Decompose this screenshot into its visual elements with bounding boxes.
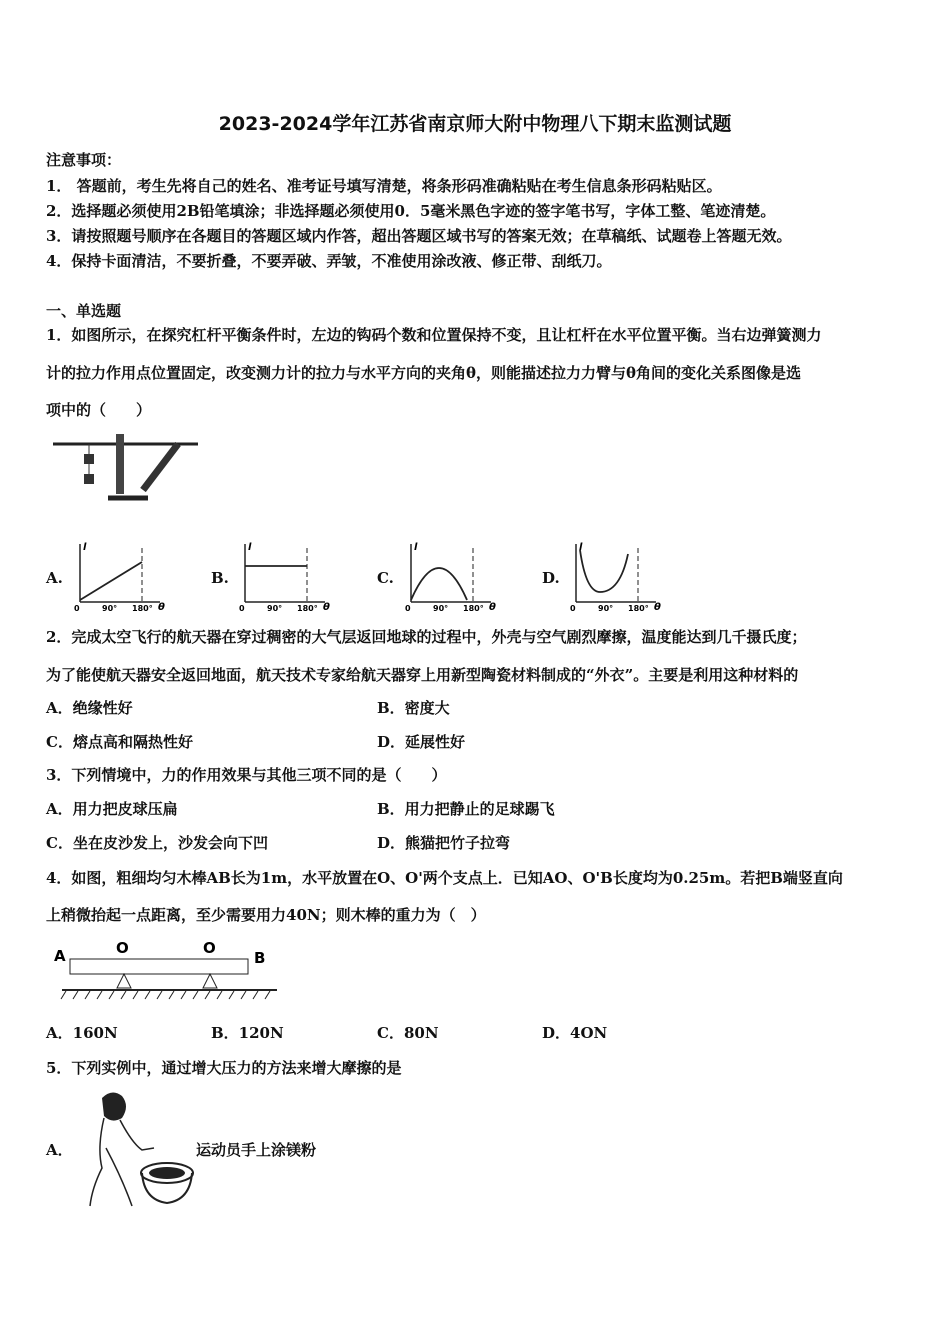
athlete-chalk-illustration	[82, 1088, 197, 1210]
origin-label: 0	[74, 604, 80, 612]
q3-option-a[interactable]: A．用力把皮球压扁	[46, 800, 178, 818]
x-label: θ	[158, 602, 165, 612]
label-b: B	[254, 949, 266, 967]
y-label: l	[579, 542, 583, 553]
q2-text: 2．完成太空飞行的航天器在穿过稠密的大气层返回地球的过程中，外壳与空气剧烈摩擦，温度能达到几千摄氏度；	[46, 628, 807, 646]
q3-option-b[interactable]: B．用力把静止的足球踢飞	[377, 800, 555, 818]
q1-graph-c	[405, 540, 505, 612]
q3-option-c[interactable]: C．坐在皮沙发上，沙发会向下凹	[46, 834, 268, 852]
q5-option-a[interactable]: A．	[46, 1141, 73, 1159]
x-label: θ	[654, 602, 661, 612]
q4-option-d[interactable]: D．4ON	[542, 1024, 608, 1042]
q3-text: 3．下列情境中，力的作用效果与其他三项不同的是（ ）	[46, 766, 447, 784]
tick-90: 90°	[267, 604, 283, 612]
q1-graph-a	[74, 540, 174, 612]
q4-option-a[interactable]: A．160N	[46, 1024, 118, 1042]
q1-option-b[interactable]: B.	[211, 569, 229, 587]
section-heading: 一、单选题	[46, 302, 122, 320]
q2-text: 为了能使航天器安全返回地面，航天技术专家给航天器穿上用新型陶瓷材料制成的“外衣”。主要是利用这种材料的	[46, 666, 799, 684]
curve	[80, 562, 142, 600]
q1-text: 1．如图所示，在探究杠杆平衡条件时，左边的钩码个数和位置保持不变，且让杠杆在水平位置平衡。当右边弹簧测力	[46, 326, 822, 344]
beam-figure	[52, 935, 282, 1005]
origin-label: 0	[570, 604, 576, 612]
q2-option-c[interactable]: C．熔点高和隔热性好	[46, 733, 193, 751]
tick-90: 90°	[433, 604, 449, 612]
tick-180: 180°	[628, 604, 649, 612]
label-a: A	[54, 947, 66, 965]
notice-item: 4．保持卡面清洁，不要折叠，不要弄破、弄皱，不准使用涂改液、修正带、刮纸刀。	[46, 252, 612, 270]
y-label: l	[414, 542, 418, 553]
y-label: l	[248, 542, 252, 553]
origin-label: 0	[239, 604, 245, 612]
notice-item: 1． 答题前，考生先将自己的姓名、准考证号填写清楚，将条形码准确粘贴在考生信息条形码粘贴区。	[46, 177, 722, 195]
tick-90: 90°	[102, 604, 118, 612]
notice-heading: 注意事项：	[46, 151, 122, 169]
lever-figure	[48, 432, 208, 512]
q1-text: 项中的（ ）	[46, 401, 152, 419]
q1-graph-b	[239, 540, 339, 612]
q4-option-b[interactable]: B．120N	[211, 1024, 284, 1042]
label-o2: O	[203, 939, 216, 957]
q2-option-b[interactable]: B．密度大	[377, 699, 450, 717]
curve	[411, 568, 467, 600]
q1-text: 计的拉力作用点位置固定，改变测力计的拉力与水平方向的夹角θ，则能描述拉力力臂与θ角间的变化关系图像是选	[46, 364, 802, 382]
curve	[580, 550, 628, 592]
q1-graph-d	[570, 540, 670, 612]
origin-label: 0	[405, 604, 411, 612]
q5-text: 5．下列实例中，通过增大压力的方法来增大摩擦的是	[46, 1059, 402, 1077]
q1-option-c[interactable]: C.	[377, 569, 394, 587]
q4-text: 上稍微抬起一点距离，至少需要用力40N；则木棒的重力为（ ）	[46, 906, 486, 924]
label-o1: O	[116, 939, 129, 957]
q1-option-d[interactable]: D.	[542, 569, 560, 587]
tick-90: 90°	[598, 604, 614, 612]
tick-180: 180°	[132, 604, 153, 612]
q3-option-d[interactable]: D．熊猫把竹子拉弯	[377, 834, 511, 852]
y-label: l	[83, 542, 87, 553]
q4-text: 4．如图，粗细均匀木棒AB长为1m，水平放置在O、O'两个支点上．已知AO、O'B长度均为0.25m。若把B端竖直向	[46, 869, 843, 887]
notice-item: 3．请按照题号顺序在各题目的答题区域内作答，超出答题区域书写的答案无效；在草稿纸、试题卷上答题无效。	[46, 227, 792, 245]
q1-option-a[interactable]: A.	[46, 569, 63, 587]
q2-option-a[interactable]: A．绝缘性好	[46, 699, 133, 717]
tick-180: 180°	[463, 604, 484, 612]
tick-180: 180°	[297, 604, 318, 612]
q4-option-c[interactable]: C．80N	[377, 1024, 439, 1042]
q2-option-d[interactable]: D．延展性好	[377, 733, 466, 751]
x-label: θ	[323, 602, 330, 612]
page-title: 2023-2024学年江苏省南京师大附中物理八下期末监测试题	[218, 113, 732, 135]
q5-option-a-caption: 运动员手上涂镁粉	[196, 1141, 317, 1159]
x-label: θ	[489, 602, 496, 612]
notice-item: 2．选择题必须使用2B铅笔填涂；非选择题必须使用0．5毫米黑色字迹的签字笔书写，字体工整、笔迹清楚。	[46, 202, 776, 220]
